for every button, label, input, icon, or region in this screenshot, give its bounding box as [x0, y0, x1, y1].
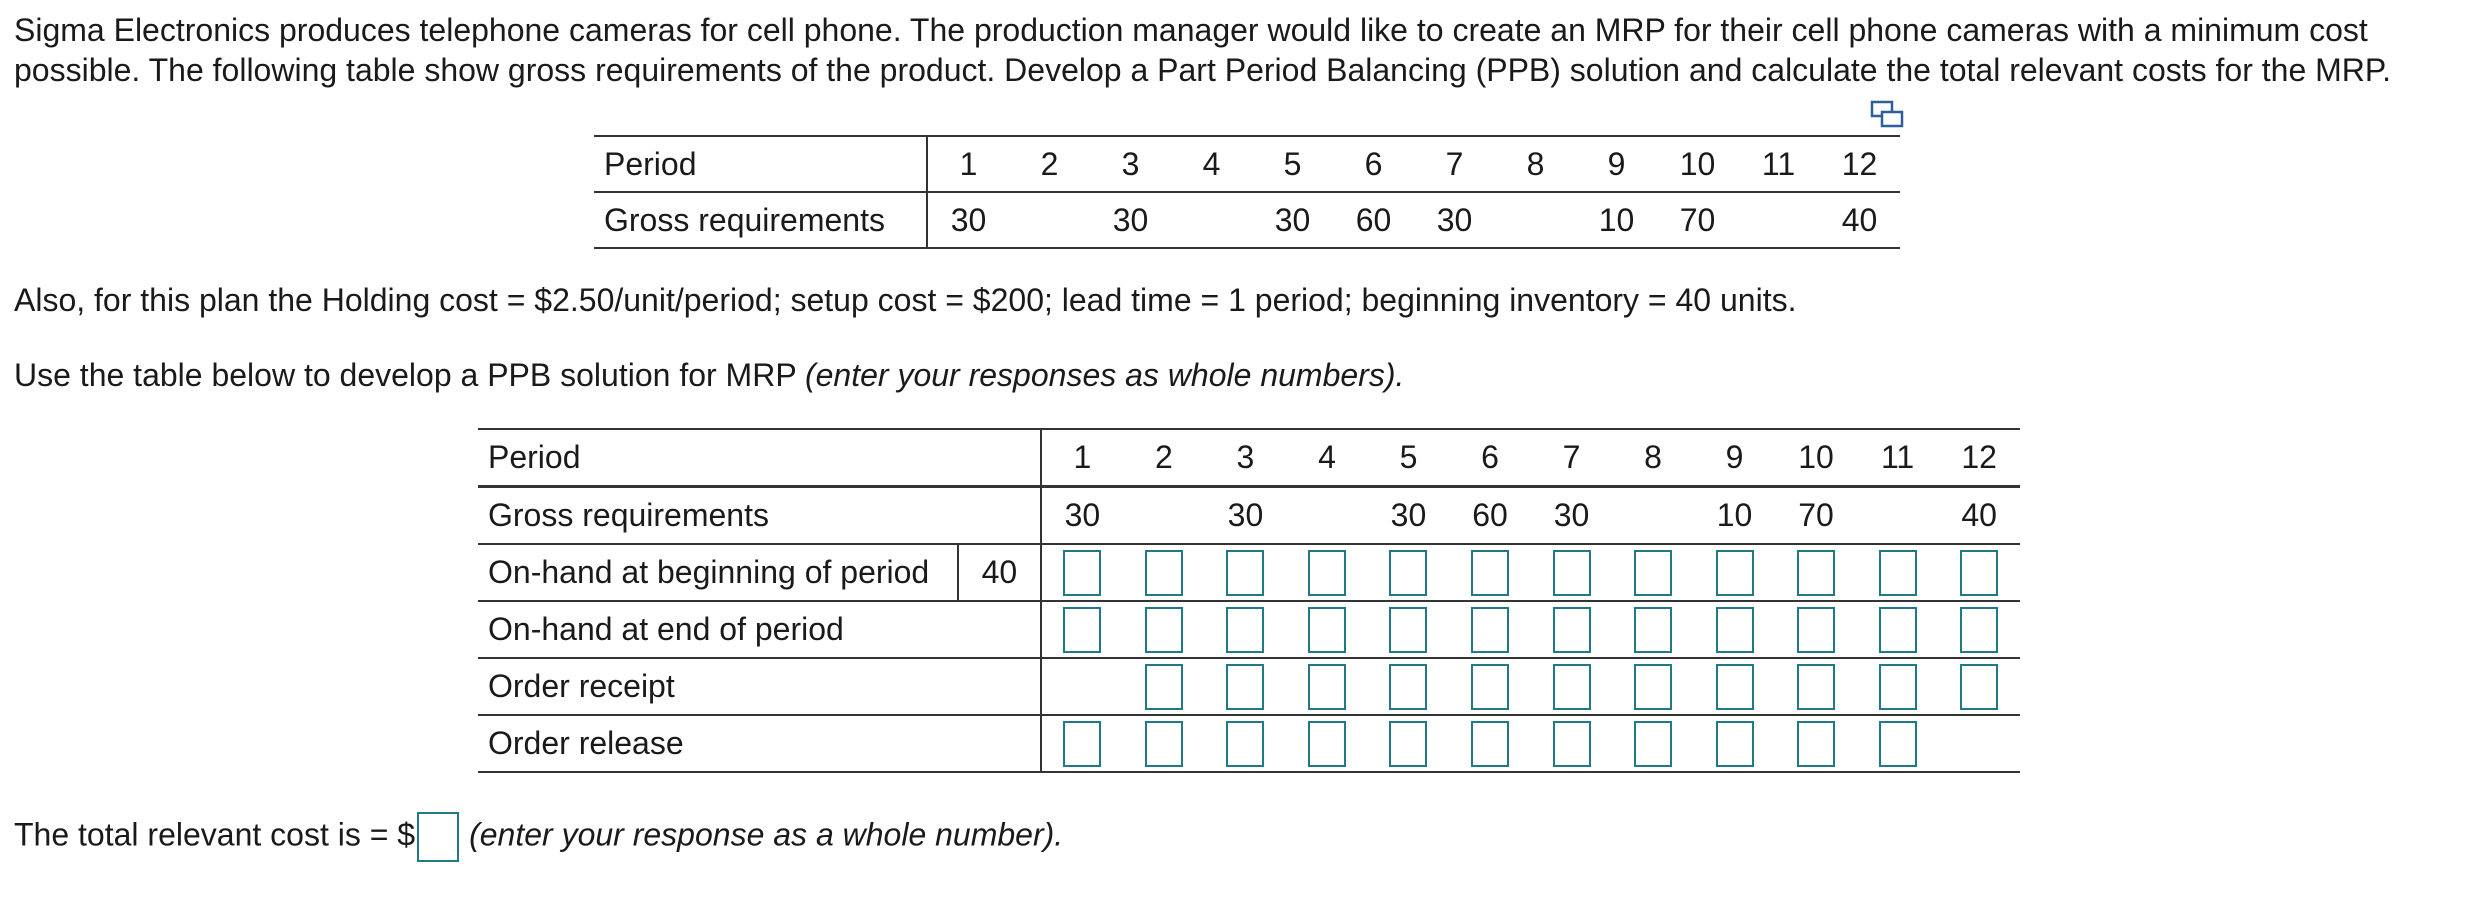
mrp-period-header-2: 2: [1123, 429, 1205, 487]
onhand-end-input-1[interactable]: [1063, 607, 1101, 653]
mrp-onhand-end-row: [478, 601, 2020, 658]
onhand-begin-input-8[interactable]: [1634, 550, 1672, 596]
onhand-begin-input-1-cell: [1041, 544, 1124, 601]
order-release-input-1[interactable]: [1063, 721, 1101, 767]
order-receipt-input-6-cell: [1449, 658, 1531, 715]
order-release-input-6[interactable]: [1471, 721, 1509, 767]
order-receipt-input-2-cell: [1123, 658, 1205, 715]
mrp-gross-value-1: 30: [1041, 487, 1124, 545]
gross-value-6: 60: [1333, 192, 1414, 248]
onhand-end-input-2[interactable]: [1145, 607, 1183, 653]
mrp-order-release-label: Order release: [478, 715, 1041, 772]
onhand-begin-input-4-cell: [1286, 544, 1368, 601]
onhand-begin-input-6-cell: [1449, 544, 1531, 601]
order-release-input-7-cell: [1531, 715, 1613, 772]
mrp-gross-value-8: [1612, 487, 1694, 545]
onhand-begin-input-1[interactable]: [1063, 550, 1101, 596]
mrp-period-header-9: 9: [1694, 429, 1776, 487]
copy-table-icon[interactable]: [1870, 100, 1904, 130]
gross-value-10: 70: [1657, 192, 1738, 248]
period-row: [594, 136, 1900, 192]
mrp-gross-value-3: 30: [1205, 487, 1287, 545]
period-header-6: 6: [1333, 136, 1414, 192]
order-receipt-input-2[interactable]: [1145, 664, 1183, 710]
instruction: [14, 355, 1404, 395]
gross-value-5: 30: [1252, 192, 1333, 248]
gross-label: Gross requirements: [594, 192, 927, 248]
mrp-gross-value-6: 60: [1449, 487, 1531, 545]
order-receipt-input-12-cell: [1938, 658, 2020, 715]
order-release-input-11[interactable]: [1879, 721, 1917, 767]
mrp-table: [478, 428, 2020, 773]
beginning-inventory-value: 40: [958, 544, 1041, 601]
onhand-begin-input-7[interactable]: [1553, 550, 1591, 596]
gross-value-4: [1171, 192, 1252, 248]
order-release-input-2-cell: [1123, 715, 1205, 772]
onhand-end-input-7-cell: [1531, 601, 1613, 658]
order-release-input-5[interactable]: [1389, 721, 1427, 767]
order-release-empty-12: [1938, 715, 2020, 772]
onhand-begin-input-6[interactable]: [1471, 550, 1509, 596]
gross-value-12: 40: [1819, 192, 1900, 248]
order-release-input-1-cell: [1041, 715, 1124, 772]
order-receipt-input-5[interactable]: [1389, 664, 1427, 710]
onhand-begin-input-12-cell: [1938, 544, 2020, 601]
mrp-period-header-1: 1: [1041, 429, 1124, 487]
onhand-end-input-9-cell: [1694, 601, 1776, 658]
order-receipt-input-9-cell: [1694, 658, 1776, 715]
order-release-input-11-cell: [1857, 715, 1939, 772]
onhand-begin-input-4[interactable]: [1308, 550, 1346, 596]
onhand-begin-input-9-cell: [1694, 544, 1776, 601]
order-receipt-input-6[interactable]: [1471, 664, 1509, 710]
order-receipt-input-3[interactable]: [1226, 664, 1264, 710]
onhand-begin-input-2[interactable]: [1145, 550, 1183, 596]
problem-intro: Sigma Electronics produces telephone cameras for cell phone. The production manager would like to create an MRP for their cell phone cameras with a minimum cost possible. The following table show gross requirements of the product. Develop a Part Period Balancing (PPB) solution and calculate the total relevant costs for the MRP.: [14, 12, 2391, 88]
period-header-2: 2: [1009, 136, 1090, 192]
mrp-period-header-7: 7: [1531, 429, 1613, 487]
order-receipt-empty-1: [1041, 658, 1124, 715]
onhand-begin-input-12[interactable]: [1960, 550, 1998, 596]
order-release-input-3-cell: [1205, 715, 1287, 772]
onhand-end-input-3[interactable]: [1226, 607, 1264, 653]
mrp-period-header-8: 8: [1612, 429, 1694, 487]
mrp-gross-value-11: [1857, 487, 1939, 545]
onhand-begin-input-3-cell: [1205, 544, 1287, 601]
gross-row: [594, 192, 1900, 248]
order-receipt-input-12[interactable]: [1960, 664, 1998, 710]
onhand-end-input-4-cell: [1286, 601, 1368, 658]
mrp-onhand-begin-label: On-hand at beginning of period: [478, 544, 958, 601]
period-header-11: 11: [1738, 136, 1819, 192]
order-release-input-8[interactable]: [1634, 721, 1672, 767]
onhand-begin-input-8-cell: [1612, 544, 1694, 601]
total-cost-input[interactable]: [417, 812, 459, 862]
period-header-12: 12: [1819, 136, 1900, 192]
order-release-input-5-cell: [1368, 715, 1450, 772]
mrp-period-header-10: 10: [1775, 429, 1857, 487]
order-receipt-input-11[interactable]: [1879, 664, 1917, 710]
order-receipt-input-5-cell: [1368, 658, 1450, 715]
mrp-gross-label: Gross requirements: [478, 487, 1041, 545]
mrp-order-receipt-label: Order receipt: [478, 658, 1041, 715]
order-release-input-2[interactable]: [1145, 721, 1183, 767]
cost-parameters: Also, for this plan the Holding cost = $2.50/unit/period; setup cost = $200; lead time = 1 period; beginning inventory = 40 units.: [14, 282, 1797, 318]
mrp-gross-value-12: 40: [1938, 487, 2020, 545]
mrp-order-release-row: [478, 715, 2020, 772]
mrp-gross-value-4: [1286, 487, 1368, 545]
order-receipt-input-10-cell: [1775, 658, 1857, 715]
order-receipt-input-7[interactable]: [1553, 664, 1591, 710]
onhand-begin-input-5[interactable]: [1389, 550, 1427, 596]
mrp-period-header-3: 3: [1205, 429, 1287, 487]
mrp-gross-value-2: [1123, 487, 1205, 545]
onhand-end-input-3-cell: [1205, 601, 1287, 658]
order-receipt-input-3-cell: [1205, 658, 1287, 715]
order-release-input-8-cell: [1612, 715, 1694, 772]
onhand-end-input-9[interactable]: [1716, 607, 1754, 653]
onhand-end-input-5[interactable]: [1389, 607, 1427, 653]
period-header-7: 7: [1414, 136, 1495, 192]
onhand-end-input-8-cell: [1612, 601, 1694, 658]
instruction-text: Use the table below to develop a PPB solution for MRP: [14, 357, 805, 393]
period-label: Period: [594, 136, 927, 192]
onhand-begin-input-5-cell: [1368, 544, 1450, 601]
mrp-onhand-begin-row: [478, 544, 2020, 601]
order-release-input-3[interactable]: [1226, 721, 1264, 767]
onhand-end-input-6[interactable]: [1471, 607, 1509, 653]
onhand-end-input-8[interactable]: [1634, 607, 1672, 653]
period-header-3: 3: [1090, 136, 1171, 192]
mrp-period-header-12: 12: [1938, 429, 2020, 487]
mrp-gross-row: [478, 487, 2020, 545]
onhand-end-input-11-cell: [1857, 601, 1939, 658]
mrp-gross-value-5: 30: [1368, 487, 1450, 545]
answer-text: The total relevant cost is = $: [14, 816, 416, 853]
onhand-begin-input-10[interactable]: [1797, 550, 1835, 596]
order-release-input-4-cell: [1286, 715, 1368, 772]
onhand-begin-input-10-cell: [1775, 544, 1857, 601]
mrp-period-row: [478, 429, 2020, 487]
onhand-end-input-5-cell: [1368, 601, 1450, 658]
order-receipt-input-4[interactable]: [1308, 664, 1346, 710]
gross-value-8: [1495, 192, 1576, 248]
period-header-4: 4: [1171, 136, 1252, 192]
mrp-onhand-end-label: On-hand at end of period: [478, 601, 1041, 658]
order-receipt-input-8[interactable]: [1634, 664, 1672, 710]
order-release-input-7[interactable]: [1553, 721, 1591, 767]
mrp-period-label: Period: [478, 429, 1041, 487]
mrp-period-header-6: 6: [1449, 429, 1531, 487]
order-release-input-4[interactable]: [1308, 721, 1346, 767]
mrp-gross-value-9: 10: [1694, 487, 1776, 545]
onhand-end-input-11[interactable]: [1879, 607, 1917, 653]
mrp-period-header-5: 5: [1368, 429, 1450, 487]
period-header-9: 9: [1576, 136, 1657, 192]
period-header-10: 10: [1657, 136, 1738, 192]
gross-value-9: 10: [1576, 192, 1657, 248]
gross-value-3: 30: [1090, 192, 1171, 248]
onhand-begin-input-3[interactable]: [1226, 550, 1264, 596]
answer-line: [14, 812, 1063, 862]
onhand-end-input-2-cell: [1123, 601, 1205, 658]
period-header-5: 5: [1252, 136, 1333, 192]
gross-requirements-table: [594, 135, 1900, 249]
order-receipt-input-4-cell: [1286, 658, 1368, 715]
onhand-end-input-10-cell: [1775, 601, 1857, 658]
period-header-1: 1: [927, 136, 1009, 192]
period-header-8: 8: [1495, 136, 1576, 192]
onhand-end-input-6-cell: [1449, 601, 1531, 658]
onhand-end-input-12-cell: [1938, 601, 2020, 658]
onhand-end-input-4[interactable]: [1308, 607, 1346, 653]
order-release-input-9[interactable]: [1716, 721, 1754, 767]
order-release-input-10-cell: [1775, 715, 1857, 772]
onhand-end-input-7[interactable]: [1553, 607, 1591, 653]
onhand-end-input-12[interactable]: [1960, 607, 1998, 653]
onhand-begin-input-7-cell: [1531, 544, 1613, 601]
onhand-end-input-1-cell: [1041, 601, 1124, 658]
onhand-begin-input-11-cell: [1857, 544, 1939, 601]
mrp-period-header-4: 4: [1286, 429, 1368, 487]
order-receipt-input-9[interactable]: [1716, 664, 1754, 710]
answer-note: (enter your response as a whole number).: [469, 816, 1064, 853]
mrp-gross-value-7: 30: [1531, 487, 1613, 545]
order-release-input-6-cell: [1449, 715, 1531, 772]
order-receipt-input-8-cell: [1612, 658, 1694, 715]
onhand-end-input-10[interactable]: [1797, 607, 1835, 653]
mrp-period-header-11: 11: [1857, 429, 1939, 487]
gross-value-7: 30: [1414, 192, 1495, 248]
order-receipt-input-7-cell: [1531, 658, 1613, 715]
order-receipt-input-11-cell: [1857, 658, 1939, 715]
instruction-note: (enter your responses as whole numbers).: [804, 357, 1405, 393]
mrp-gross-value-10: 70: [1775, 487, 1857, 545]
gross-value-2: [1009, 192, 1090, 248]
onhand-begin-input-2-cell: [1123, 544, 1205, 601]
onhand-begin-input-11[interactable]: [1879, 550, 1917, 596]
gross-value-1: 30: [927, 192, 1009, 248]
order-receipt-input-10[interactable]: [1797, 664, 1835, 710]
gross-value-11: [1738, 192, 1819, 248]
mrp-order-receipt-row: [478, 658, 2020, 715]
order-release-input-10[interactable]: [1797, 721, 1835, 767]
order-release-input-9-cell: [1694, 715, 1776, 772]
onhand-begin-input-9[interactable]: [1716, 550, 1754, 596]
